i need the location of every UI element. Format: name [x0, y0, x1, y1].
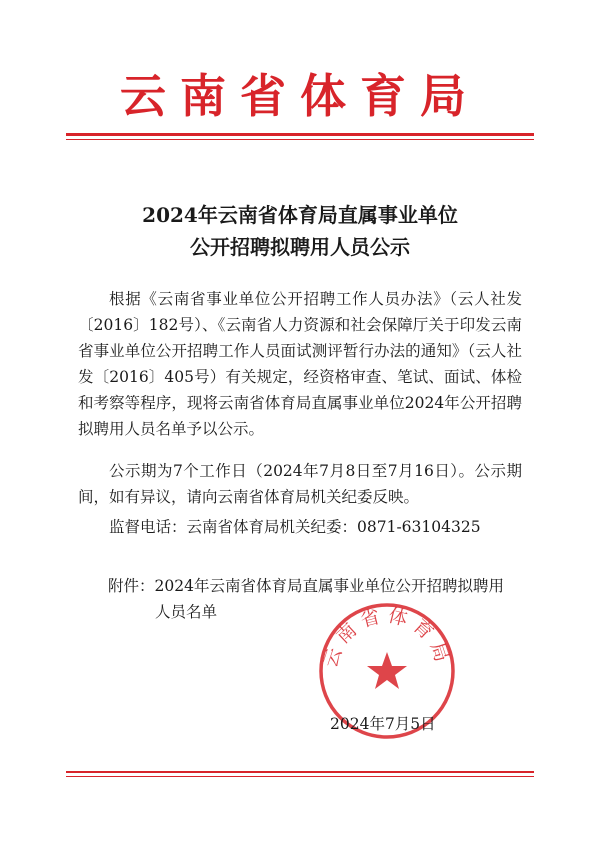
body-paragraph-period: 公示期为7个工作日（2024年7月8日至7月16日）。公示期间，如有异议，请向云南省体育局机关纪委反映。	[78, 462, 522, 506]
seal-star-icon	[367, 652, 407, 689]
body-paragraph-basis: 根据《云南省事业单位公开招聘工作人员办法》（云人社发〔2016〕182号）、《云南省人力资源和社会保障厅关于印发云南省事业单位公开招聘工作人员面试测评暂行办法的通知》（云人社发〔2016〕405号）有关规定，经资格审查、笔试、面试、体检和考察等程序，现将云南省体育局直属事业单位2024年公开招聘拟聘用人员名单予以公示。	[78, 290, 522, 438]
issue-date: 2024年7月5日	[330, 715, 436, 733]
footer-divider-thick	[66, 771, 534, 773]
issuing-organization-title: 云南省体育局	[120, 69, 480, 123]
header-divider-thick	[66, 133, 534, 136]
header-divider-thin	[66, 139, 534, 140]
body-paragraph-hotline: 监督电话：云南省体育局机关纪委：0871-63104325	[109, 518, 481, 536]
document-title-line1: 2024年云南省体育局直属事业单位	[142, 203, 458, 227]
attachment-line2: 人员名单	[155, 603, 218, 621]
document-title-line2: 公开招聘拟聘用人员公示	[190, 235, 410, 259]
seal-text: 云南省体育局	[319, 604, 455, 671]
attachment-line1: 附件：2024年云南省体育局直属事业单位公开招聘拟聘用	[108, 577, 504, 595]
footer-divider-thin	[66, 776, 534, 777]
